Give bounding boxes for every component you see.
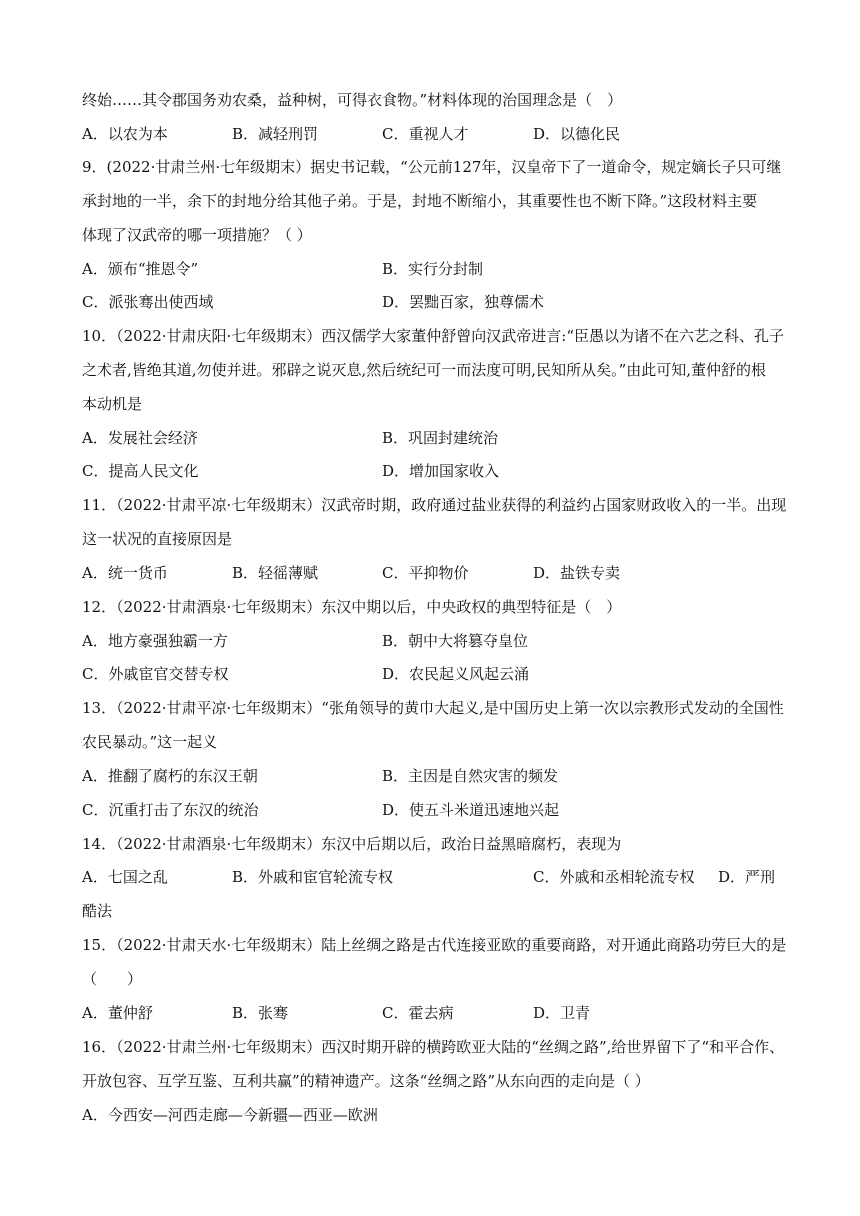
q14-option-a: A．七国之乱: [82, 868, 168, 886]
question-10-line-2: 之术者,皆绝其道,勿使并进。邪辟之说灭息,然后统纪可一而法度可明,民知所从矣。”由此可知,董仲舒的根: [82, 361, 767, 379]
q10-option-c: C．提高人民文化: [82, 462, 199, 480]
q14-option-d-continued: 酷法: [82, 902, 113, 920]
question-9-line-1: 9．(2022·甘肃兰州·七年级期末）据史书记载，“公元前127年，汉皇帝下了一道命令，规定嫡长子只可继: [82, 158, 782, 176]
q10-option-a: A．发展社会经济: [82, 429, 198, 447]
q13-option-a: A．推翻了腐朽的东汉王朝: [82, 767, 258, 785]
q12-option-a: A．地方豪强独霸一方: [82, 632, 228, 650]
q15-option-c: C．霍去病: [382, 1004, 454, 1022]
q13-option-d: D．使五斗米道迅速地兴起: [382, 801, 560, 819]
q15-option-d: D．卫青: [533, 1004, 591, 1022]
q9-option-a: A．颁布“推恩令”: [82, 260, 199, 278]
q13-option-c: C．沉重打击了东汉的统治: [82, 801, 259, 819]
q14-option-c: C．外戚和丞相轮流专权: [533, 868, 695, 886]
question-13-line-2: 农民暴动。”这一起义: [82, 733, 218, 751]
q11-option-b: B．轻徭薄赋: [232, 564, 319, 582]
q10-option-b: B．巩固封建统治: [382, 429, 499, 447]
question-9-line-2: 承封地的一半，余下的封地分给其他子弟。于是，封地不断缩小，其重要性也不断下降。”这段材料主要: [82, 192, 758, 210]
question-11-line-2: 这一状况的直接原因是: [82, 530, 233, 548]
question-13-line-1: 13．（2022·甘肃平凉·七年级期末）“张角领导的黄巾大起义,是中国历史上第一次以宗教形式发动的全国性: [82, 699, 784, 717]
question-10-line-3: 本动机是: [82, 395, 143, 413]
question-15-line-1: 15．（2022·甘肃天水·七年级期末）陆上丝绸之路是古代连接亚欧的重要商路，对开通此商路功劳巨大的是: [82, 936, 787, 954]
question-9-line-3: 体现了汉武帝的哪一项措施？（ ）: [82, 226, 312, 244]
q11-option-a: A．统一货币: [82, 564, 168, 582]
q14-option-b: B．外戚和宦官轮流专权: [232, 868, 394, 886]
q9-option-b: B．实行分封制: [382, 260, 484, 278]
q11-option-c: C．平抑物价: [382, 564, 469, 582]
q12-option-c: C．外戚宦官交替专权: [82, 665, 229, 683]
q12-option-b: B．朝中大将篡夺皇位: [382, 632, 529, 650]
q16-option-a: A．今西安—河西走廊—今新疆—西亚—欧洲: [82, 1106, 378, 1124]
q14-option-d: D．严刑: [718, 868, 776, 886]
question-10-line-1: 10．（2022·甘肃庆阳·七年级期末）西汉儒学大家董仲舒曾向汉武帝进言:“臣愚以为诸不在六艺之科、孔子: [82, 327, 785, 345]
q8-option-a: A．以农为本: [82, 125, 168, 143]
q13-option-b: B．主因是自然灾害的频发: [382, 767, 559, 785]
question-8-stem-end: 终始……其令郡国务劝农桑，益种树，可得衣食物。”材料体现的治国理念是（ ）: [82, 91, 623, 109]
question-16-line-2: 开放包容、互学互鉴、互利共赢”的精神遗产。这条“丝绸之路”从东向西的走向是（ ）: [82, 1072, 650, 1090]
q15-option-a: A．董仲舒: [82, 1004, 153, 1022]
q11-option-d: D．盐铁专卖: [533, 564, 621, 582]
q8-option-c: C．重视人才: [382, 125, 469, 143]
q12-option-d: D．农民起义风起云涌: [382, 665, 530, 683]
question-12-line-1: 12．（2022·甘肃酒泉·七年级期末）东汉中期以后，中央政权的典型特征是（ ）: [82, 598, 622, 616]
question-11-line-1: 11．（2022·甘肃平凉·七年级期末）汉武帝时期，政府通过盐业获得的利益约占国家财政收入的一半。出现: [82, 496, 787, 514]
question-14-line-1: 14．（2022·甘肃酒泉·七年级期末）东汉中后期以后，政治日益黑暗腐朽，表现为: [82, 835, 622, 853]
question-15-line-2: （ ）: [82, 970, 143, 988]
q8-option-d: D．以德化民: [533, 125, 621, 143]
q8-option-b: B．减轻刑罚: [232, 125, 319, 143]
q10-option-d: D．增加国家收入: [382, 462, 500, 480]
q9-option-c: C．派张骞出使西域: [82, 293, 214, 311]
q9-option-d: D．罢黜百家，独尊儒术: [382, 293, 545, 311]
question-16-line-1: 16．（2022·甘肃兰州·七年级期末）西汉时期开辟的横跨欧亚大陆的“丝绸之路”,给世界留下了“和平合作、: [82, 1038, 785, 1056]
q15-option-b: B．张骞: [232, 1004, 289, 1022]
